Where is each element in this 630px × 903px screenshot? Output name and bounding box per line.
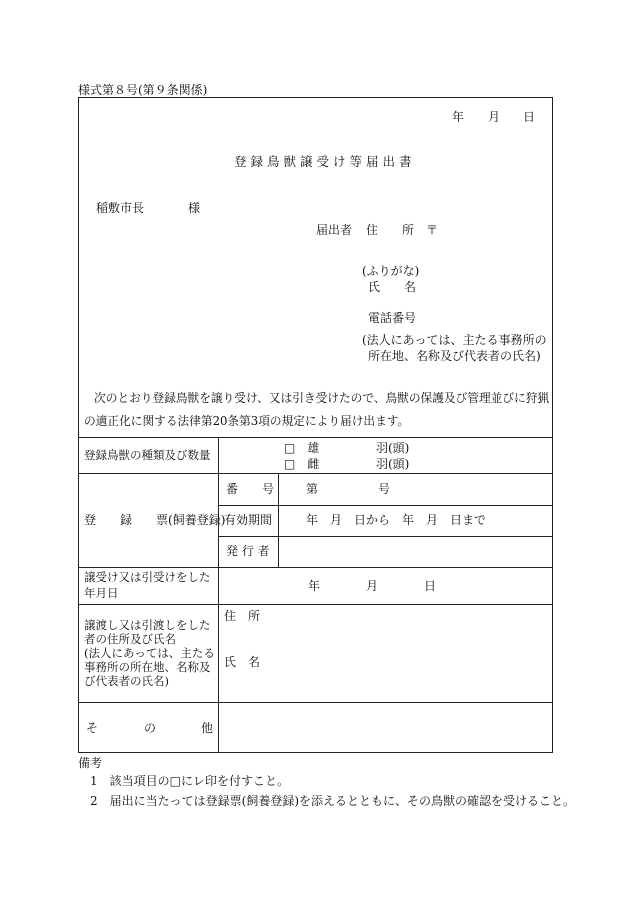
species-male-unit: 羽(頭) — [376, 441, 410, 455]
row-divider — [218, 536, 553, 537]
notes-item: 1 該当項目の□にレ印を付すこと。 — [90, 774, 289, 788]
row-divider — [78, 567, 553, 568]
ticket-number-prefix: 第 — [306, 482, 319, 496]
statement-line-1: 次のとおり登録鳥獣を譲り受け、又は引き受けたので、鳥獣の保護及び管理並びに狩猟 — [94, 391, 550, 405]
applicant-name-label: 氏 名 — [368, 280, 417, 294]
ticket-number-label: 番 号 — [226, 482, 275, 496]
applicant-corp-note-1: (法人にあっては、主たる事務所の — [362, 333, 547, 347]
species-female-checkbox[interactable]: □ 雌 — [284, 457, 320, 471]
ticket-validity-label: 有効期間 — [224, 513, 273, 527]
notes-title: 備考 — [78, 756, 103, 770]
transfer-date-year: 年 — [308, 579, 321, 593]
applicant-address-label: 住 所 — [366, 223, 415, 237]
notes-item: 2 届出に当たっては登録票(飼養登録)を添えるとともに、その鳥獣の確認を受けること。 — [90, 794, 576, 808]
other-label-2: の — [144, 721, 157, 735]
row-divider — [218, 505, 553, 506]
ticket-label-sub: (飼養登録) — [168, 513, 226, 527]
ticket-validity-value: 年 月 日から 年 月 日まで — [306, 513, 487, 527]
transfer-date-label-2: 年月日 — [84, 586, 119, 600]
addressee-name: 稲敷市長 — [96, 201, 145, 215]
applicant-furigana-label: (ふりがな) — [362, 264, 420, 278]
row-divider — [78, 473, 553, 474]
column-divider — [218, 437, 219, 753]
ticket-issuer-label: 発 行 者 — [226, 544, 270, 558]
document-title: 登録鳥獣譲受け等届出書 — [234, 154, 416, 169]
applicant-corp-note-2: 所在地、名称及び代表者の氏名) — [368, 349, 541, 363]
postal-mark: 〒 — [426, 223, 439, 237]
date-month: 月 — [488, 110, 501, 124]
transferor-label-5: び代表者の氏名) — [84, 674, 169, 688]
transfer-date-day: 日 — [424, 579, 437, 593]
ticket-label — [84, 514, 225, 526]
transferor-label-2: 者の住所及び氏名 — [84, 632, 176, 646]
date-day: 日 — [523, 110, 536, 124]
statement-line-2: の適正化に関する法律第20条第3項の規定により届け出ます。 — [84, 414, 410, 428]
species-male-checkbox[interactable]: □ 雄 — [284, 441, 320, 455]
transferor-label-1: 譲渡し又は引渡しをした — [84, 618, 211, 632]
date-year: 年 — [452, 110, 465, 124]
species-female-unit: 羽(頭) — [376, 457, 410, 471]
form-upper-box — [78, 97, 553, 438]
column-divider — [278, 473, 279, 567]
applicant-phone-label: 電話番号 — [368, 311, 417, 325]
ticket-number-suffix: 号 — [378, 482, 391, 496]
transfer-date-month: 月 — [366, 579, 379, 593]
other-label-1: そ — [86, 721, 99, 735]
row-divider — [78, 604, 553, 605]
other-label-3: 他 — [201, 721, 214, 735]
transfer-date-label-1: 譲受け又は引受けをした — [84, 570, 211, 584]
transferor-name-label: 氏 名 — [224, 655, 261, 669]
addressee-honorific: 様 — [188, 201, 201, 215]
transferor-label-4: 事務所の所在地、名称及 — [84, 660, 211, 674]
transferor-label-3: (法人にあっては、主たる — [84, 646, 215, 660]
row-divider — [78, 702, 553, 703]
transferor-address-label: 住 所 — [224, 609, 261, 623]
ticket-label-main: 登 録 票 — [84, 513, 169, 527]
species-label: 登録鳥獣の種類及び数量 — [84, 448, 211, 462]
form-number: 様式第８号(第９条関係) — [78, 83, 208, 97]
applicant-label: 届出者 — [316, 223, 353, 237]
